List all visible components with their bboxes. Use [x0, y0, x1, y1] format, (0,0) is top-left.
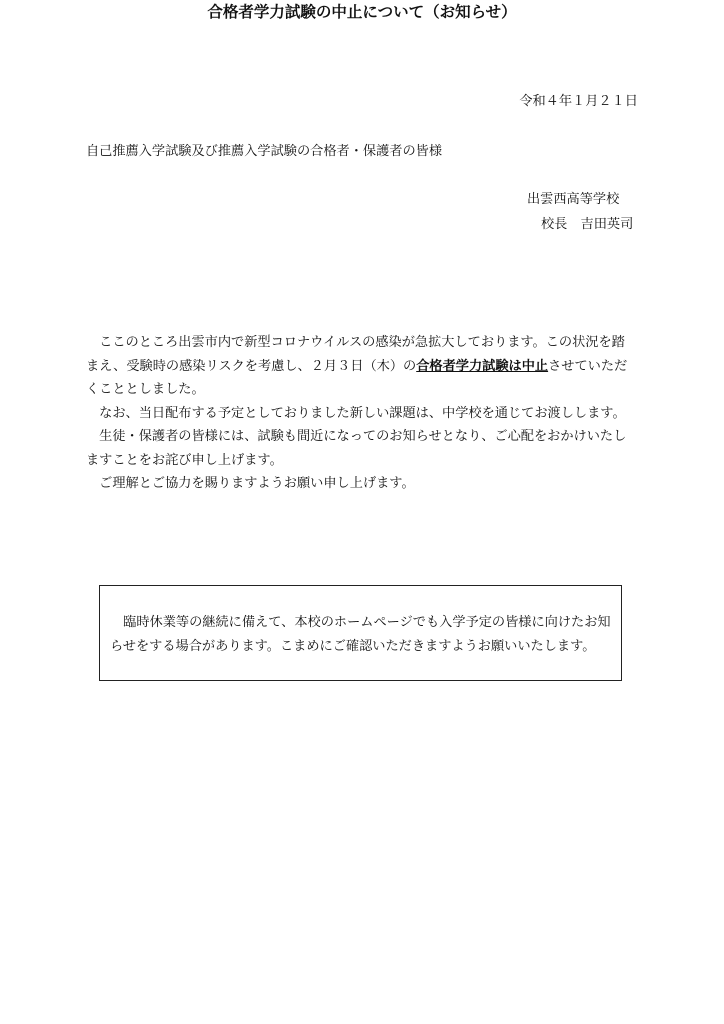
- body-paragraph-1-line-1: ここのところ出雲市内で新型コロナウイルスの感染が急拡大しております。この状況を踏: [86, 335, 625, 350]
- addressee-line: 自己推薦入学試験及び推薦入学試験の合格者・保護者の皆様: [86, 144, 443, 159]
- body-paragraph-3-line-1: 生徒・保護者の皆様には、試験も間近になってのお知らせとなり、ご心配をおかけいたし: [86, 429, 627, 444]
- cancellation-emphasis: 合格者学力試験は中止: [416, 358, 549, 374]
- notice-text: [110, 611, 611, 658]
- notice-line-1: 臨時休業等の継続に備えて、本校のホームページでも入学予定の皆様に向けたお知: [110, 615, 611, 630]
- body-paragraph-4: ご理解とご協力を賜りますようお願い申し上げます。: [86, 476, 415, 491]
- body-paragraph-3-line-2: ますことをお詫び申し上げます。: [86, 452, 283, 468]
- body-paragraph-2: なお、当日配布する予定としておりました新しい課題は、中学校を通じてお渡しします。: [86, 405, 626, 421]
- sender-school-name: 出雲西高等学校: [527, 192, 620, 207]
- notice-box: [99, 585, 622, 681]
- body-paragraph-1-line-3: くこととしました。: [86, 382, 205, 397]
- body-paragraph-1-line-2: [86, 355, 638, 379]
- body-text-segment: させていただ: [548, 358, 628, 374]
- notice-line-2: らせをする場合があります。こまめにご確認いただきますようお願いいたします。: [110, 638, 596, 654]
- sender-principal-name: 校長 吉田英司: [541, 217, 634, 232]
- document-date: 令和４年１月２１日: [519, 94, 638, 109]
- body-text-segment: まえ、受験時の感染リスクを考慮し、２月３日（木）の: [86, 358, 417, 374]
- body-text: [86, 331, 638, 496]
- document-title: 合格者学力試験の中止について（お知らせ）: [207, 3, 517, 21]
